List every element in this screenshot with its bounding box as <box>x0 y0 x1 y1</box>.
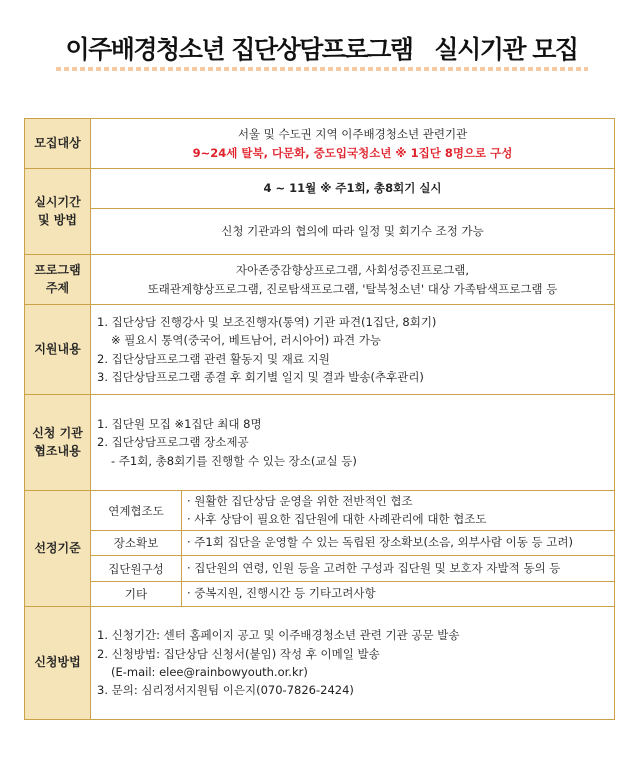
criteria-sub-4-name <box>91 582 182 607</box>
criteria-sub-3-name <box>91 556 182 582</box>
apply-item-1: 1. 신청기간: 센터 홈페이지 공고 및 이주배경청소년 관련 기관 공문 발송 <box>97 628 460 643</box>
criteria-sub-1-value <box>182 491 614 531</box>
cell-cooperation <box>91 395 614 491</box>
title-underline <box>56 67 588 71</box>
period-line1: 4 ~ 11월 ※ 주1회, 총8회기 실시 <box>263 181 442 196</box>
criteria-sub-3-name-text: 집단원구성 <box>108 561 164 576</box>
topic-line1: 자아존중감향상프로그램, 사회성증진프로그램, <box>235 263 470 278</box>
label-criteria-text: 선정기준 <box>34 540 81 555</box>
criteria-sub-4-line-1: · 중복지원, 진행시간 등 기타고려사항 <box>187 586 376 601</box>
label-criteria <box>25 491 91 607</box>
label-support-text: 지원내용 <box>34 341 81 356</box>
label-cooperation <box>25 395 91 491</box>
label-apply-text: 신청방법 <box>34 655 81 670</box>
criteria-sub-4-value <box>182 582 614 607</box>
recruit-line1: 서울 및 수도권 지역 이주배경청소년 관련기관 <box>237 127 468 142</box>
label-topic-line1: 프로그램 <box>34 263 81 278</box>
support-item-3: 3. 집단상담프로그램 종결 후 회기별 일지 및 결과 발송(추후관리) <box>97 369 424 384</box>
cell-topic <box>91 255 614 305</box>
label-coop-line1: 신청 기관 <box>32 426 83 441</box>
label-topic <box>25 255 91 305</box>
label-apply <box>25 607 91 719</box>
criteria-sub-3-value <box>182 556 614 582</box>
criteria-sub-3-line-1: · 집단원의 연령, 인원 등을 고려한 구성과 집단원 및 보호자 자발적 동의 등 <box>187 560 561 575</box>
label-support <box>25 305 91 395</box>
criteria-sub-2-name-text: 장소확보 <box>113 536 159 550</box>
cell-period-schedule <box>91 169 614 209</box>
label-topic-line2: 주제 <box>45 280 70 295</box>
info-table <box>24 118 615 720</box>
coop-item-3: - 주1회, 총8회기를 진행할 수 있는 장소(교실 등) <box>111 453 357 468</box>
criteria-sub-2-name <box>91 531 182 556</box>
cell-support <box>91 305 614 395</box>
apply-email[interactable]: (E-mail: elee@rainbowyouth.or.kr) <box>111 665 308 679</box>
cell-period-note <box>91 209 614 255</box>
period-line2: 신청 기관과의 협의에 따라 일정 및 회기수 조정 가능 <box>221 224 484 239</box>
title-part1: 이주배경청소년 집단상담프로그램 <box>65 35 413 64</box>
label-recruit <box>25 119 91 169</box>
criteria-sub-4-name-text: 기타 <box>124 587 148 601</box>
label-recruit-text: 모집대상 <box>34 135 81 150</box>
topic-line2: 또래관계향상프로그램, 진로탐색프로그램, '탈북청소년' 대상 가족탐색프로그램 등 <box>147 281 558 296</box>
criteria-sub-2-value <box>182 531 614 556</box>
criteria-sub-2-line-1: · 주1회 집단을 운영할 수 있는 독립된 장소확보(소음, 외부사람 이동 등 고려) <box>187 535 573 550</box>
cell-apply <box>91 607 614 719</box>
apply-item-3: 3. 문의: 심리정서지원팀 이은지(070-7826-2424) <box>97 683 354 698</box>
criteria-sub-1-name-text: 연계협조도 <box>108 503 164 518</box>
support-item-2: 2. 집단상담프로그램 관련 활동지 및 재료 지원 <box>97 351 330 366</box>
apply-item-2: 2. 신청방법: 집단상담 신청서(붙임) 작성 후 이메일 발송 <box>97 646 380 661</box>
label-coop-line2: 협조내용 <box>34 443 81 458</box>
label-period-line1: 실시기간 <box>34 195 81 210</box>
criteria-sub-1-name <box>91 491 182 531</box>
label-period <box>25 169 91 255</box>
cell-recruit <box>91 119 614 169</box>
coop-item-1: 1. 집단원 모집 ※1집단 최대 8명 <box>97 416 262 431</box>
page-title <box>0 30 643 66</box>
label-period-line2: 및 방법 <box>38 212 77 227</box>
coop-item-2: 2. 집단상담프로그램 장소제공 <box>97 435 249 450</box>
criteria-sub-1-line-1: · 원활한 집단상담 운영을 위한 전반적인 협조 <box>187 493 413 508</box>
support-item-note: ※ 필요시 통역(중국어, 베트남어, 러시아어) 파견 가능 <box>111 333 382 348</box>
support-item-1: 1. 집단상담 진행강사 및 보조진행자(통역) 기관 파견(1집단, 8회기) <box>97 314 437 329</box>
criteria-sub-1-line-2: · 사후 상담이 필요한 집단원에 대한 사례관리에 대한 협조도 <box>187 511 487 526</box>
recruit-line2: 9~24세 탈북, 다문화, 중도입국청소년 ※ 1집단 8명으로 구성 <box>192 145 513 160</box>
title-part2: 실시기관 모집 <box>434 35 578 64</box>
